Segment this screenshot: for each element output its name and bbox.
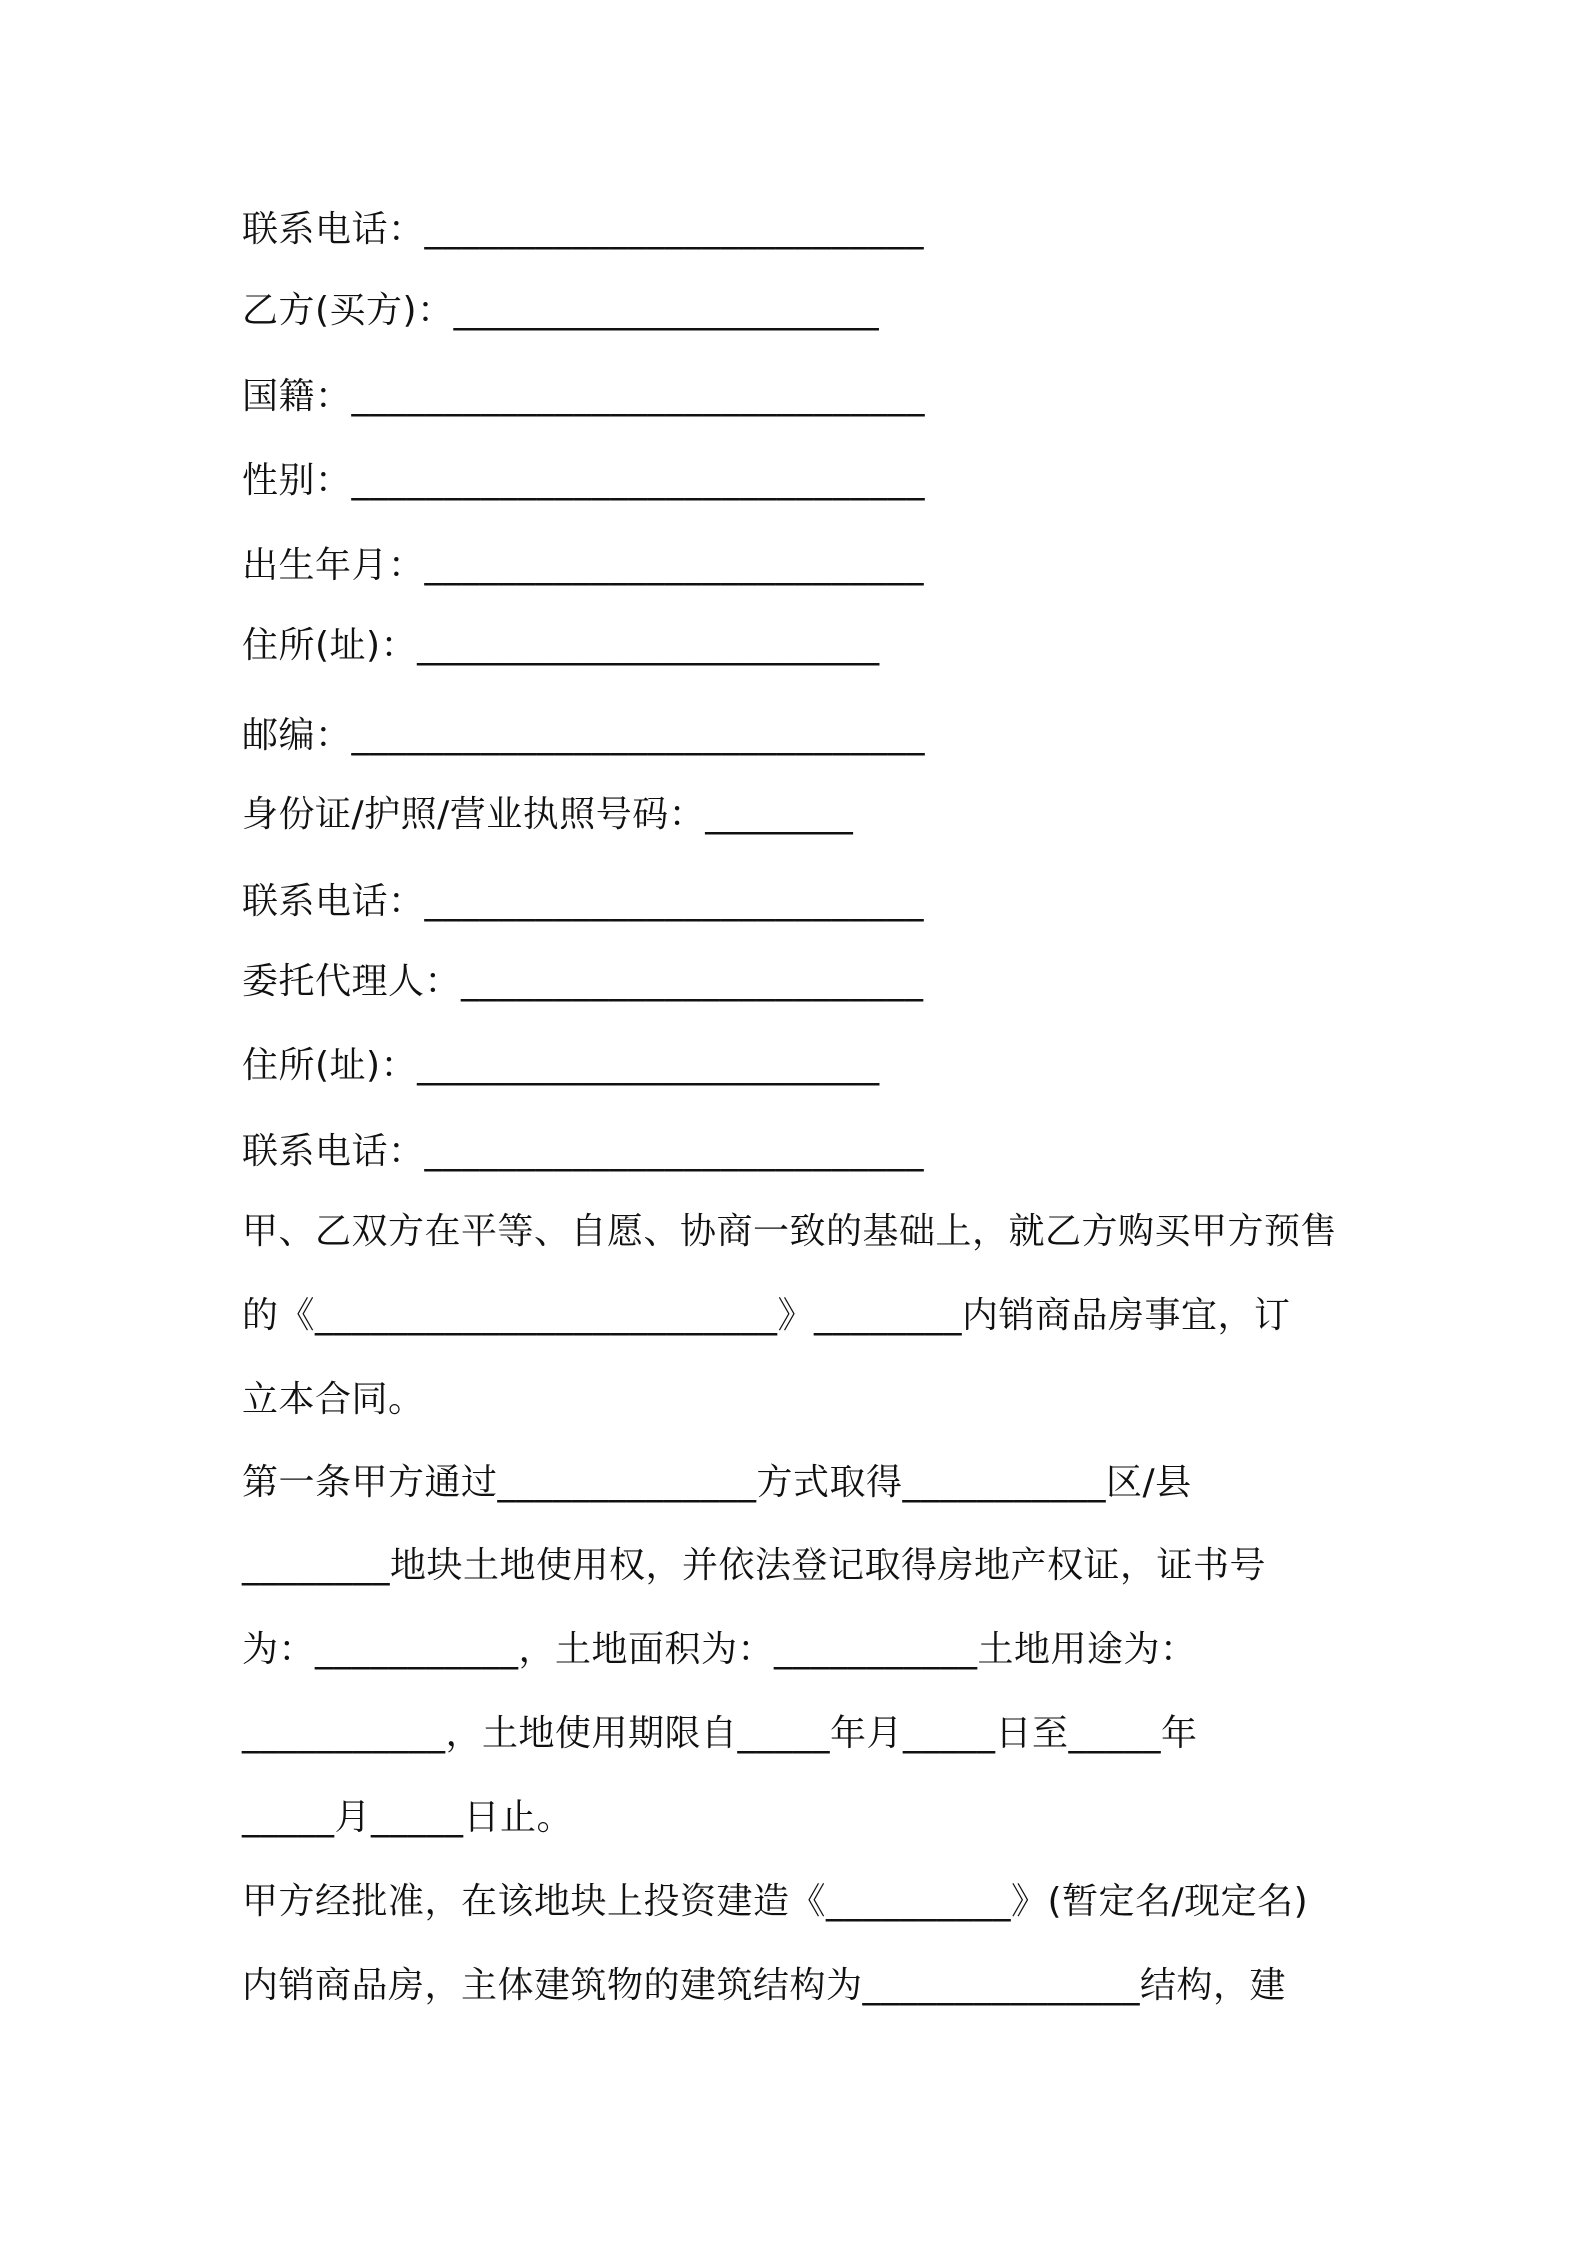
paragraph-construction-line-1: 甲方经批准，在该地块上投资建造《__________》(暂定名/现定名) <box>242 1881 1309 1922</box>
paragraph-preamble-line-3: 立本合同。 <box>242 1379 425 1420</box>
article-1-line-3: 为：___________，土地面积为：___________土地用途为： <box>242 1629 1197 1670</box>
field-nationality: 国籍：_______________________________ <box>242 376 926 417</box>
article-1-line-5: _____月_____日止。 <box>242 1797 574 1838</box>
field-birth-date: 出生年月：___________________________ <box>242 545 925 586</box>
field-contact-phone-seller: 联系电话：___________________________ <box>242 209 925 250</box>
paragraph-preamble-line-2: 的《_________________________》________内销商品房事宜，订 <box>242 1295 1291 1336</box>
paragraph-construction-line-2: 内销商品房，主体建筑物的建筑结构为_______________结构，建 <box>242 1965 1287 2006</box>
field-gender: 性别：_______________________________ <box>242 460 926 501</box>
field-agent-address: 住所(址)：_________________________ <box>242 1045 880 1086</box>
field-postcode: 邮编：_______________________________ <box>242 715 926 756</box>
article-1-line-1: 第一条甲方通过______________方式取得___________区/县 <box>242 1462 1192 1503</box>
article-1-line-2: ________地块土地使用权，并依法登记取得房地产权证，证书号 <box>242 1545 1267 1586</box>
field-address: 住所(址)：_________________________ <box>242 625 880 666</box>
article-1-line-4: ___________，土地使用期限自_____年月_____日至_____年 <box>242 1713 1198 1754</box>
field-id-number: 身份证/护照/营业执照号码：________ <box>242 794 854 835</box>
paragraph-preamble-line-1: 甲、乙双方在平等、自愿、协商一致的基础上，就乙方购买甲方预售 <box>242 1211 1338 1252</box>
field-agent-phone: 联系电话：___________________________ <box>242 1131 925 1172</box>
field-contact-phone-buyer: 联系电话：___________________________ <box>242 881 925 922</box>
field-party-b-buyer: 乙方(买方)：_______________________ <box>242 290 880 331</box>
field-agent: 委托代理人：_________________________ <box>242 961 924 1002</box>
